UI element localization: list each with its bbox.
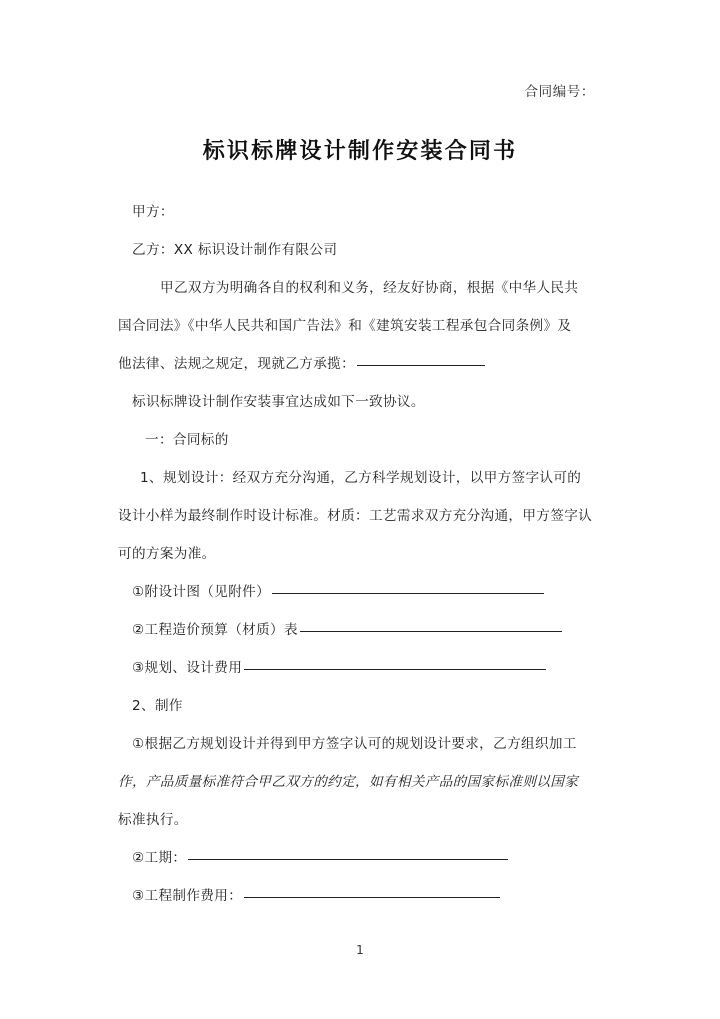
item1-line-1: 1、规划设计：经双方充分沟通，乙方科学规划设计，以甲方签字认可的 (140, 470, 582, 486)
item2-line-1: ①根据乙方规划设计并得到甲方签字认可的规划设计要求，乙方组织加工 (132, 736, 577, 752)
item1-subitem-1-label: ①附设计图（见附件） (132, 584, 271, 600)
item2-subitem-1-row (118, 839, 602, 877)
document-content (118, 0, 602, 915)
blank-fill-design-drawing[interactable] (272, 593, 544, 594)
party-a-line: 甲方： (132, 204, 174, 220)
blank-fill-cost-budget[interactable] (300, 631, 562, 632)
preamble-line-3: 他法律、法规之规定，现就乙方承揽： (118, 356, 356, 372)
blank-fill-subject[interactable] (357, 365, 485, 366)
item2-line-3: 标准执行。 (118, 812, 188, 828)
preamble-line-4: 标识标牌设计制作安装事宜达成如下一致协议。 (132, 394, 425, 410)
preamble-line-1: 甲乙双方为明确各自的权利和义务，经友好协商，根据《中华人民共 (160, 280, 579, 296)
party-b-line: 乙方：XX 标识设计制作有限公司 (132, 242, 338, 258)
item1-subitem-2-row (118, 611, 602, 649)
item1-subitem-3-row (118, 649, 602, 687)
item2-subitem-2-label: ③工程制作费用： (132, 888, 243, 904)
item1-line-3: 可的方案为准。 (118, 546, 216, 562)
section-one-heading: 一：合同标的 (145, 432, 229, 448)
page-title: 标识标牌设计制作安装合同书 (202, 138, 518, 164)
item2-subitem-1-label: ②工期： (132, 850, 187, 866)
preamble-line-2: 国合同法》《中华人民共和国广告法》和《建筑安装工程承包合同条例》及 (118, 318, 572, 334)
item2-line-2: 作，产品质量标准符合甲乙双方的约定，如有相关产品的国家标准则以国家 (118, 774, 579, 790)
item2-heading: 2、制作 (132, 698, 183, 714)
preamble-line-3-row (118, 345, 602, 383)
item1-subitem-3-label: ③规划、设计费用 (132, 660, 243, 676)
page-number: 1 (356, 943, 364, 957)
item1-subitem-2-label: ②工程造价预算（材质）表 (132, 622, 298, 638)
blank-fill-duration[interactable] (188, 859, 508, 860)
item2-subitem-2-row (118, 877, 602, 915)
blank-fill-production-fee[interactable] (244, 897, 500, 898)
item1-subitem-1-row (118, 573, 602, 611)
contract-number-label: 合同编号： (524, 84, 595, 100)
item1-line-2: 设计小样为最终制作时设计标准。材质：工艺需求双方充分沟通，甲方签字认 (118, 508, 593, 524)
blank-fill-design-fee[interactable] (244, 669, 546, 670)
